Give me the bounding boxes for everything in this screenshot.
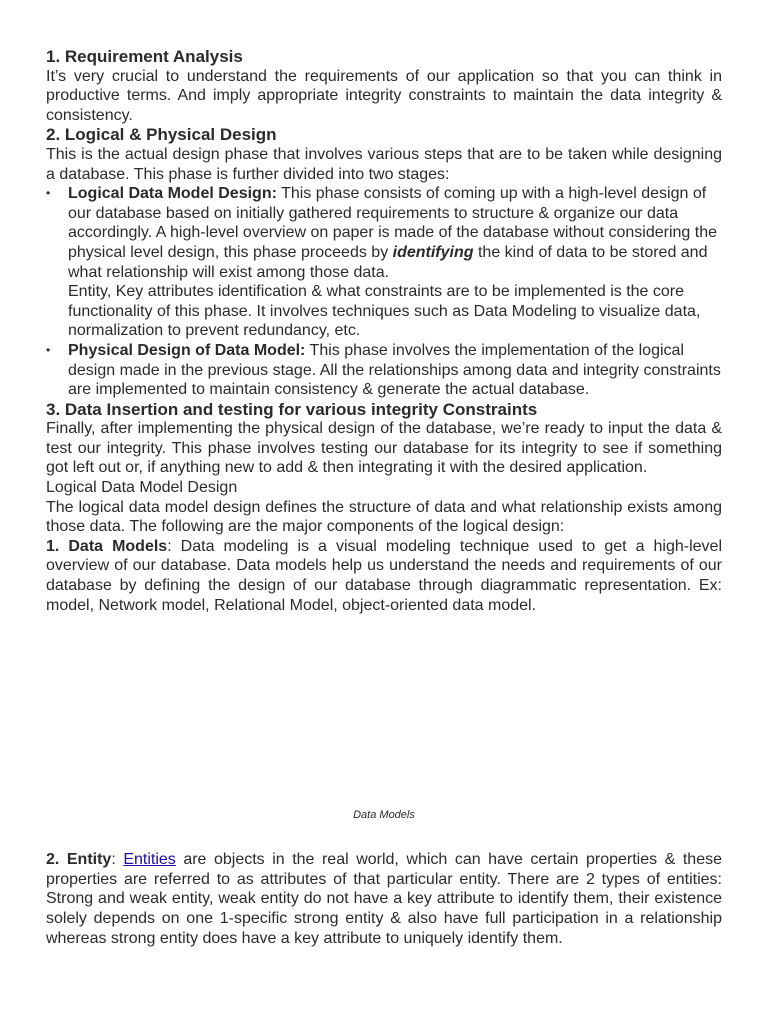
logical-data-model-title: Logical Data Model Design: (68, 185, 277, 203)
data-models-paragraph (46, 537, 722, 615)
entity-label: 2. Entity (46, 851, 112, 869)
physical-design-title: Physical Design of Data Model: (68, 341, 306, 359)
logical-data-model-design-intro: The logical data model design defines the structure of data and what relationship exists among those data. The following are the major components of the logical design: (46, 498, 722, 536)
entity-separator: : (111, 851, 124, 869)
data-insertion-text: Finally, after implementing the physical design of the database, we’re ready to input the data & test our integrity. This phase involves testing our database for its integrity to see if something got left out or, if anything new to add & then integrating it with the desired application. (46, 420, 722, 477)
entity-text: are objects in the real world, which can have certain properties & these properties are referred to as attributes of that particular entity. There are 2 types of entities: Strong and weak entity, weak entity do not have a key attribute to identify them, their existence solely depends on one 1-specific strong entity & also have full participation in a relationship whereas strong entity does have a key attribute to uniquely identify them. (46, 851, 723, 947)
list-item-logical-data-model (68, 184, 722, 341)
entities-link[interactable]: Entities (123, 851, 176, 869)
physical-design-text: This phase involves the implementation of the logical design made in the previous stage. All the relationships among data and integrity constraints are implemented to maintain consistency & generate the actual database. (68, 341, 721, 399)
logical-physical-design-text: This is the actual design phase that involves various steps that are to be taken while designing a database. This phase is further divided into two stages: (46, 145, 722, 183)
logical-data-model-text-b: the kind of data to be stored and what relationship will exist among those data. (68, 243, 708, 281)
logical-data-model-extra: Entity, Key attributes identification & what constraints are to be implemented is the core functionality of this phase. It involves techniques such as Data Modeling to visualize data, normalization to prevent redundancy, etc. (68, 283, 701, 340)
logical-data-model-design-title: Logical Data Model Design (46, 479, 238, 497)
data-models-label: 1. Data Models (46, 537, 168, 555)
figure-caption: Data Models (353, 809, 415, 822)
design-stages-list (46, 184, 722, 400)
logical-data-model-text-a: This phase consists of coming up with a high-level design of our database based on initially gathered requirements to structure & organize our data accordingly. A high-level overview on paper is made of the database without considering the physical level design, this phase proceeds by (68, 185, 717, 261)
identifying-emphasis: identifying (392, 243, 474, 261)
requirement-analysis-heading: 1. Requirement Analysis (46, 47, 243, 66)
data-models-figure (46, 615, 722, 808)
data-models-text: : Data modeling is a visual modeling technique used to get a high-level overview of our database. Data models help us understand the needs and requirements of our database by defining the design of our database through diagrammatic representation. Ex: model, Network model, Relational Model, object-oriented data model. (46, 537, 723, 614)
requirement-analysis-text: It’s very crucial to understand the requirements of our application so that you can think in productive terms. And imply appropriate integrity constraints to maintain the data integrity & consistency. (46, 67, 722, 124)
entity-paragraph (46, 850, 722, 948)
list-item-physical-design (68, 341, 722, 400)
logical-physical-design-heading: 2. Logical & Physical Design (46, 125, 277, 145)
data-insertion-heading: 3. Data Insertion and testing for various integrity Constraints (46, 399, 538, 419)
document-page (46, 47, 722, 948)
